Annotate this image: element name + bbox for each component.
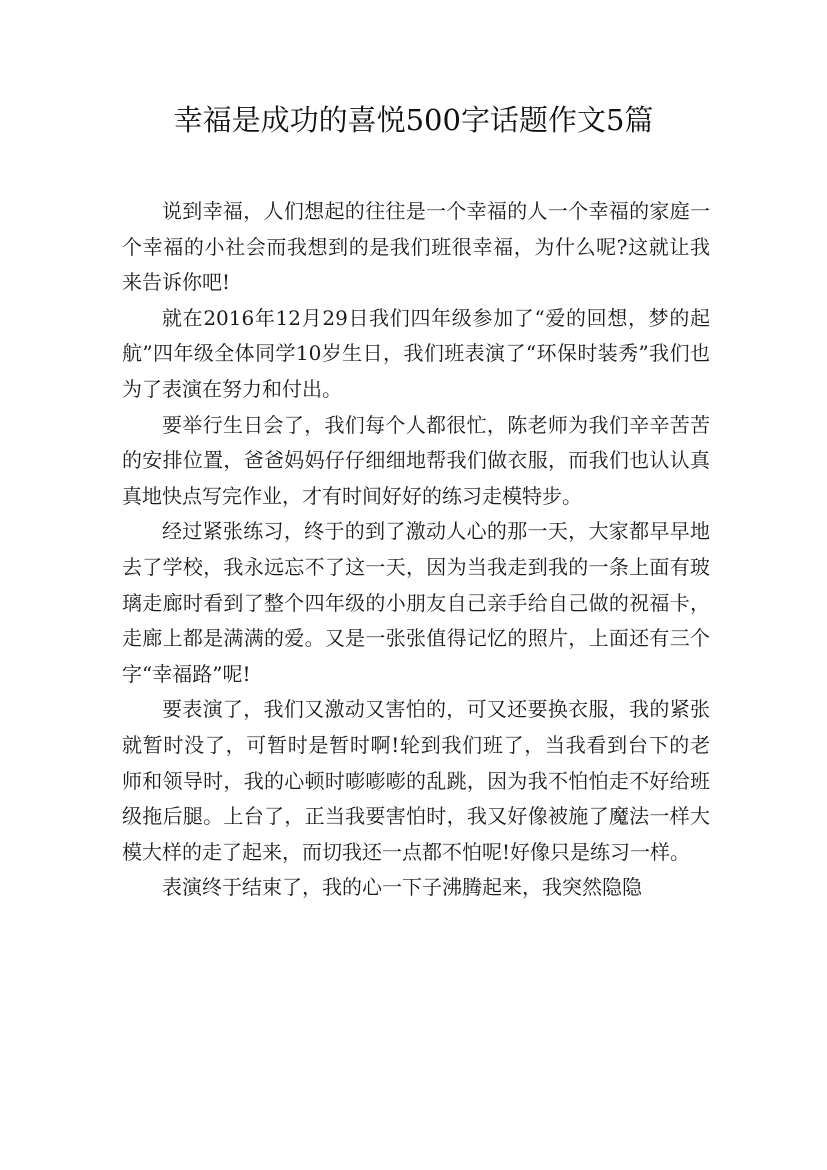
- document-body: [122, 194, 710, 906]
- document-title: 幸福是成功的喜悦500字话题作文5篇: [173, 103, 654, 137]
- paragraph: 就在2016年12月29日我们四年级参加了“爱的回想，梦的起航”四年级全体同学10岁生日，我们班表演了“环保时装秀”我们也为了表演在努力和付出。: [122, 305, 710, 401]
- paragraph: 经过紧张练习，终于的到了激动人心的那一天，大家都早早地去了学校，我永远忘不了这一天，因为当我走到我的一条上面有玻璃走廊时看到了整个四年级的小朋友自己亲手给自己做的祝福卡，走廊上都是满满的爱。又是一张张值得记忆的照片，上面还有三个字“幸福路”呢!: [122, 519, 710, 686]
- paragraph: 要举行生日会了，我们每个人都很忙，陈老师为我们辛辛苦苦的安排位置，爸爸妈妈仔仔细细地帮我们做衣服，而我们也认认真真地快点写完作业，才有时间好好的练习走模特步。: [122, 412, 710, 508]
- paragraph: 表演终于结束了，我的心一下子沸腾起来，我突然隐隐: [162, 875, 642, 900]
- paragraph: 要表演了，我们又激动又害怕的，可又还要换衣服，我的紧张就暂时没了，可暂时是暂时啊!轮到我们班了，当我看到台下的老师和领导时，我的心顿时嘭嘭嘭的乱跳，因为我不怕怕走不好给班级拖后腿。上台了，正当我要害怕时，我又好像被施了魔法一样大模大样的走了起来，而切我还一点都不怕呢!好像只是练习一样。: [122, 697, 710, 864]
- paragraph: 说到幸福，人们想起的往往是一个幸福的人一个幸福的家庭一个幸福的小社会而我想到的是我们班很幸福，为什么呢?这就让我来告诉你吧!: [122, 199, 710, 295]
